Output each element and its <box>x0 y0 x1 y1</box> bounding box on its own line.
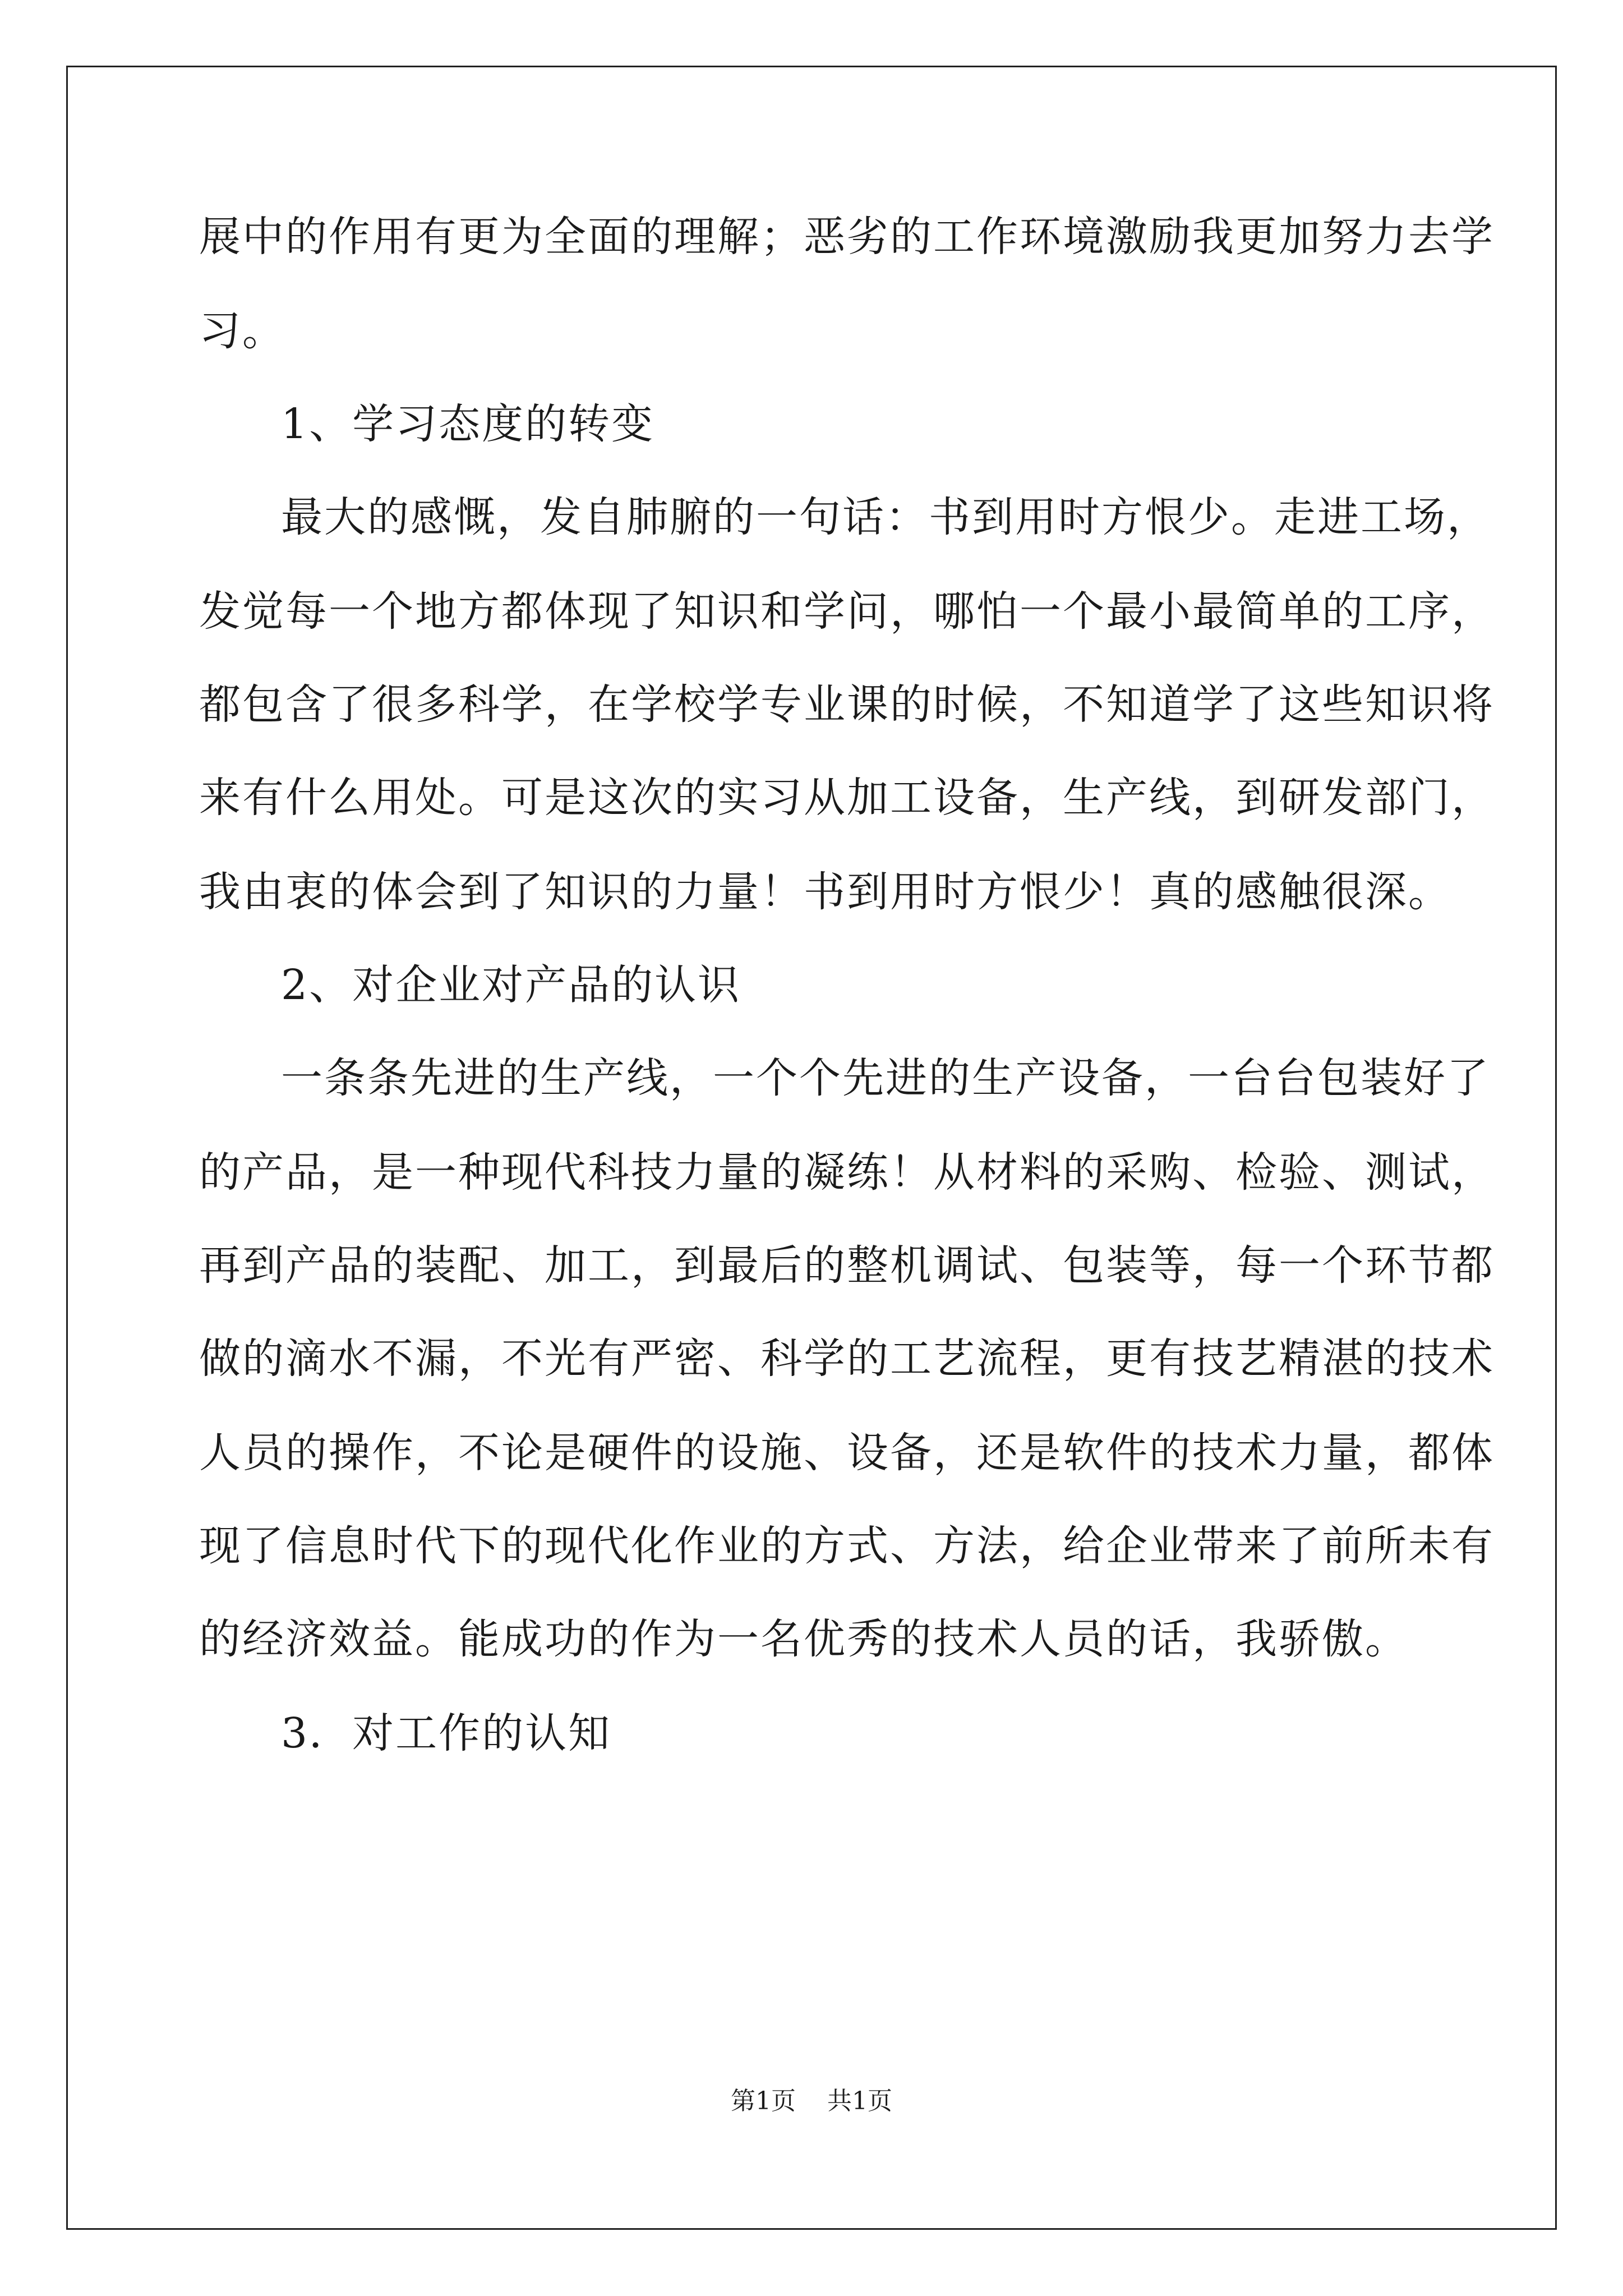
section-heading: 3．对工作的认知 <box>281 1709 612 1757</box>
page-footer <box>0 2085 1623 2118</box>
body-line: 人员的操作，不论是硬件的设施、设备，还是软件的技术力量，都体 <box>199 1429 1495 1477</box>
page-total: 共1页 <box>827 2087 892 2115</box>
body-line: 我由衷的体会到了知识的力量！书到用时方恨少！真的感触很深。 <box>199 868 1451 916</box>
section-heading: 2、对企业对产品的认识 <box>281 961 741 1009</box>
body-line: 展中的作用有更为全面的理解；恶劣的工作环境激励我更加努力去学 <box>199 213 1495 261</box>
body-line: 的经济效益。能成功的作为一名优秀的技术人员的话，我骄傲。 <box>199 1615 1408 1663</box>
body-line: 现了信息时代下的现代化作业的方式、方法，给企业带来了前所未有 <box>199 1522 1495 1570</box>
body-line: 来有什么用处。可是这次的实习从加工设备，生产线，到研发部门， <box>199 774 1495 822</box>
section-heading: 1、学习态度的转变 <box>281 400 655 448</box>
body-line: 发觉每一个地方都体现了知识和学问，哪怕一个最小最简单的工序， <box>199 587 1495 636</box>
page-number: 第1页 <box>731 2087 796 2115</box>
body-line: 都包含了很多科学，在学校学专业课的时候，不知道学了这些知识将 <box>199 680 1495 729</box>
body-line: 的产品，是一种现代科技力量的凝练！从材料的采购、检验、测试， <box>199 1148 1495 1197</box>
body-line: 最大的感慨，发自肺腑的一句话：书到用时方恨少。走进工场， <box>281 493 1490 541</box>
body-line: 再到产品的装配、加工，到最后的整机调试、包装等，每一个环节都 <box>199 1241 1495 1290</box>
body-line: 做的滴水不漏，不光有严密、科学的工艺流程，更有技艺精湛的技术 <box>199 1335 1495 1383</box>
body-line: 习。 <box>199 307 285 355</box>
body-line: 一条条先进的生产线，一个个先进的生产设备，一台台包装好了 <box>281 1054 1490 1102</box>
